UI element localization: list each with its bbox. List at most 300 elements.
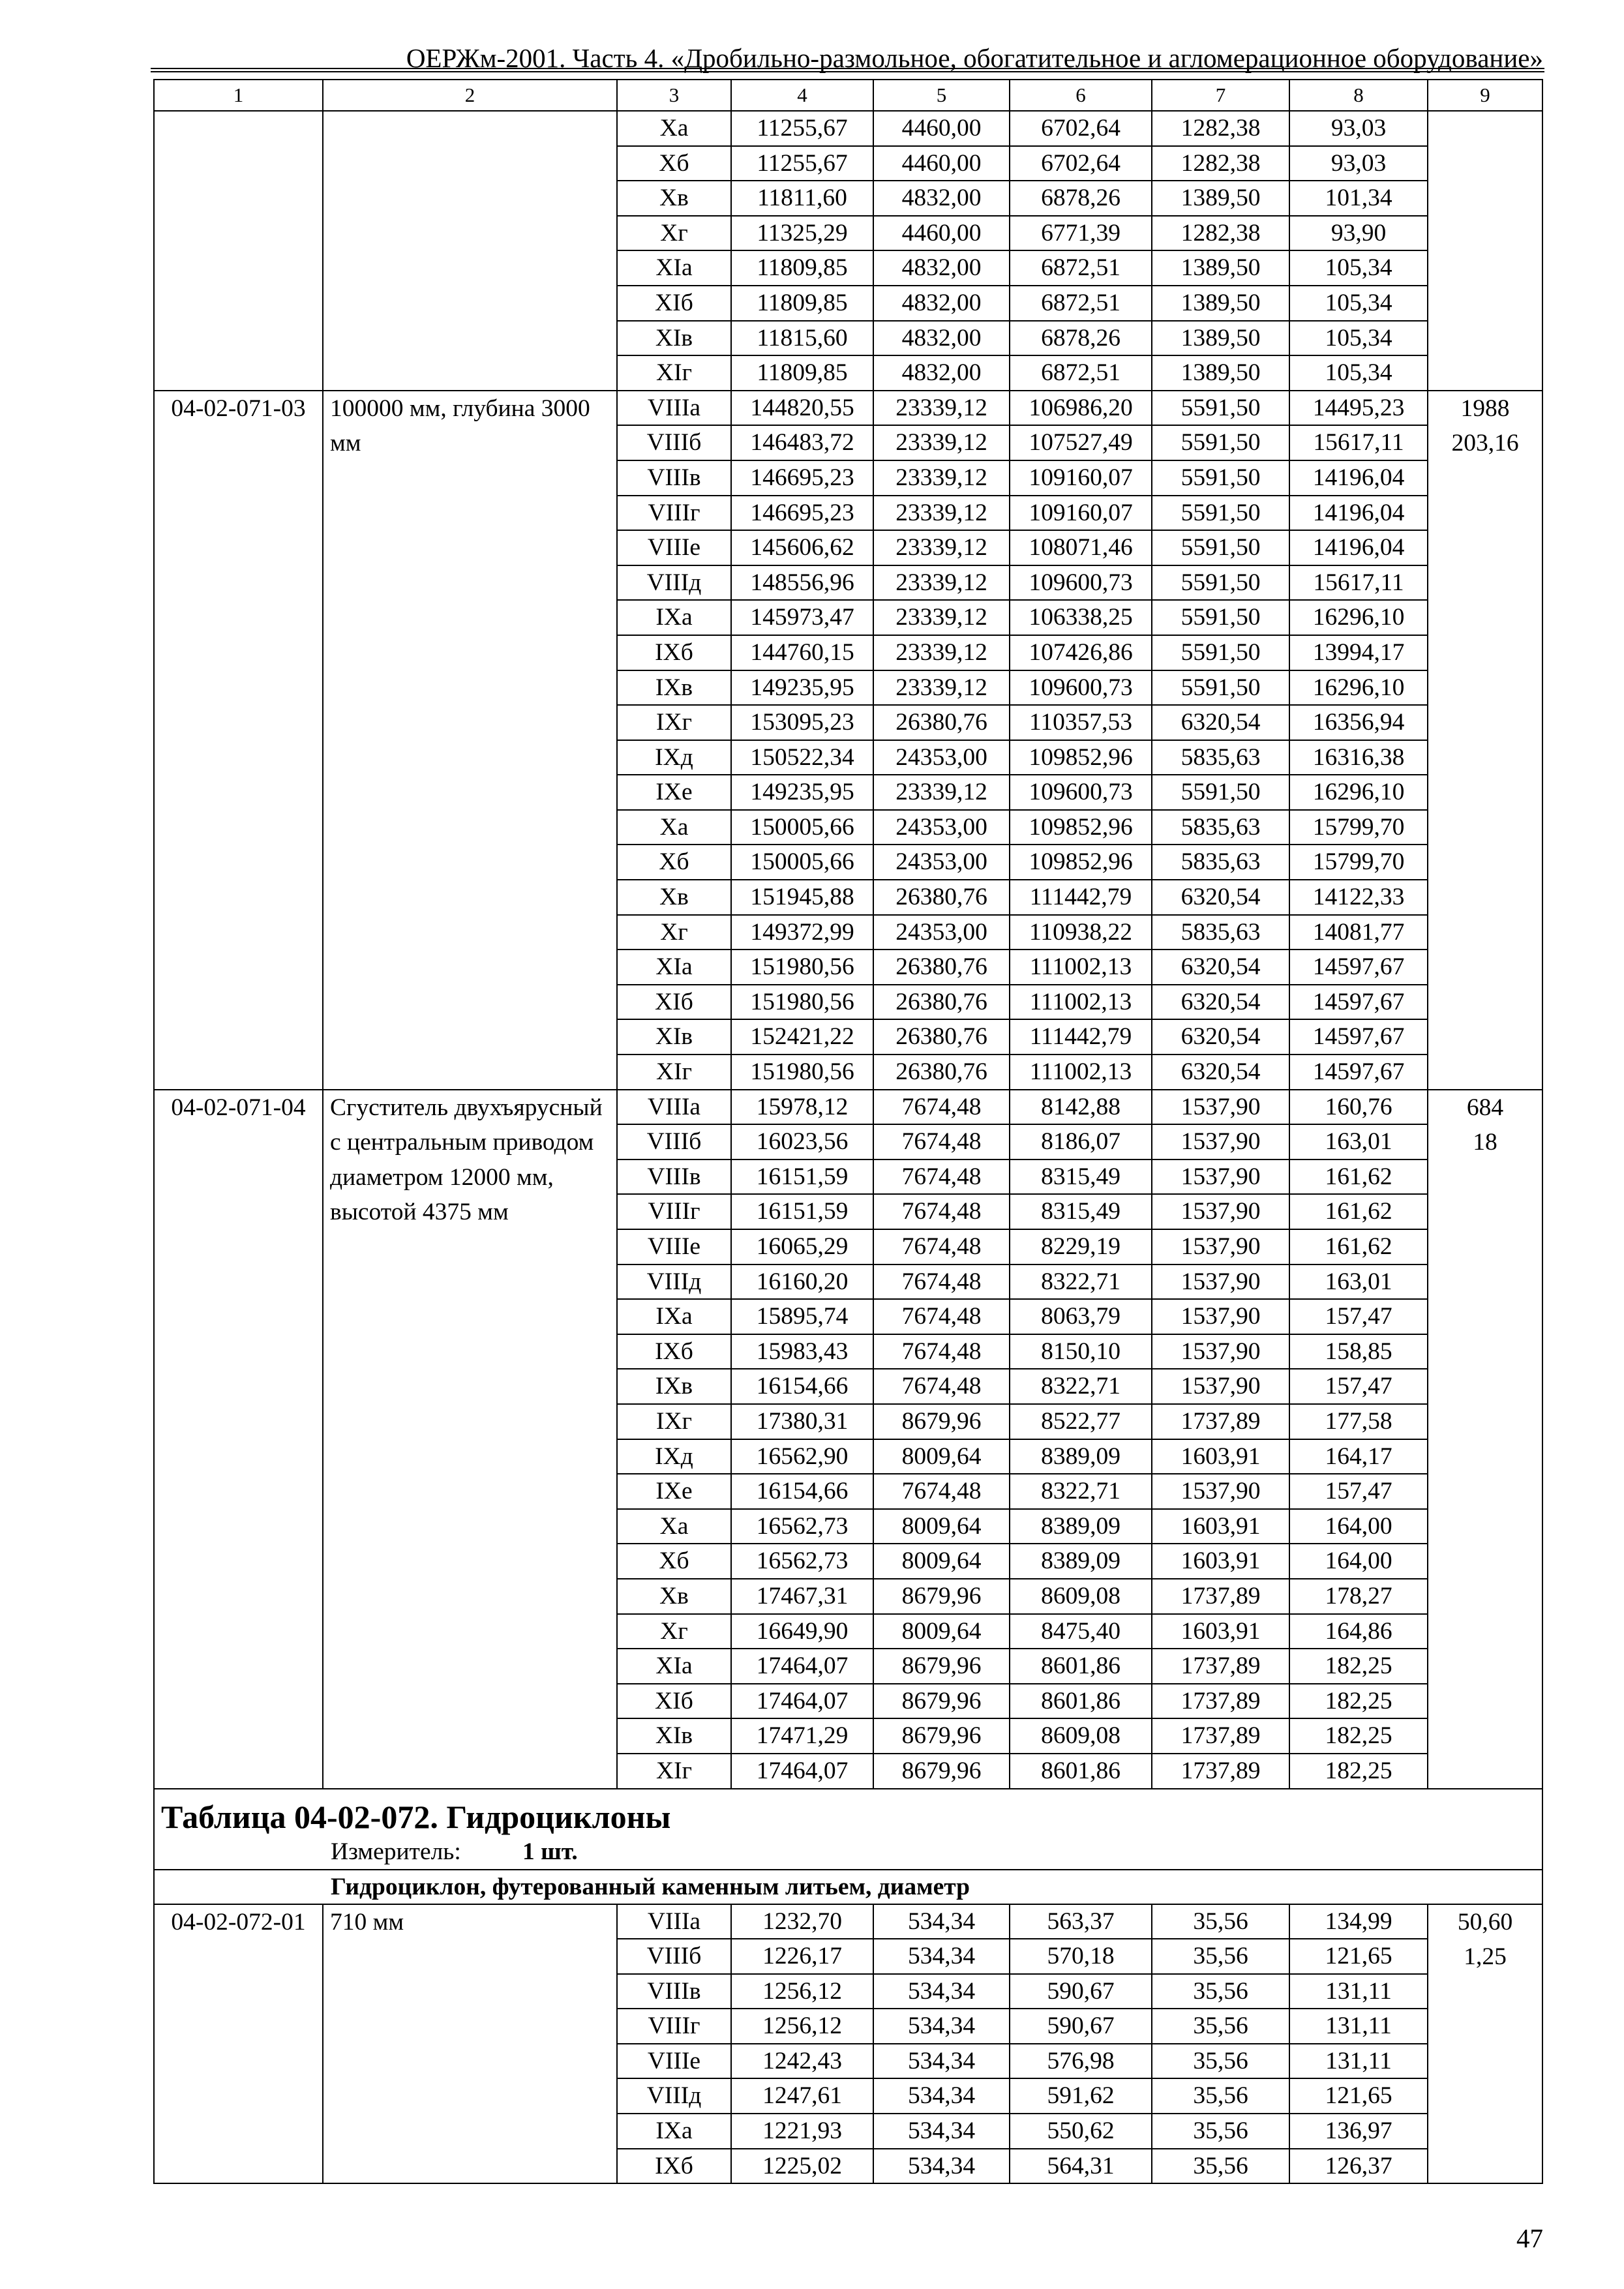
class-cell: Xа	[618, 811, 732, 846]
value-cell: 563,37	[1010, 1905, 1152, 1940]
class-cell: XIв	[618, 1020, 732, 1055]
column-number-cell: 3	[618, 80, 732, 112]
value-cell: 23339,12	[874, 601, 1010, 636]
value-cell: 6320,54	[1152, 706, 1290, 741]
value-cell: 14081,77	[1290, 916, 1428, 951]
value-cell: 157,47	[1290, 1369, 1428, 1405]
index-cell	[1428, 1090, 1543, 1789]
value-cell: 8315,49	[1010, 1160, 1152, 1195]
value-cell: 15983,43	[732, 1335, 874, 1370]
class-cell: IXг	[618, 1405, 732, 1440]
value-cell: 145606,62	[732, 531, 874, 566]
index-cell	[1428, 112, 1543, 391]
value-cell: 14597,67	[1290, 985, 1428, 1021]
value-cell: 5591,50	[1152, 775, 1290, 811]
value-cell: 109600,73	[1010, 566, 1152, 601]
column-number-cell: 8	[1290, 80, 1428, 112]
value-cell: 6320,54	[1152, 880, 1290, 916]
group-heading: Гидроциклон, футерованный каменным литьем, диаметр	[155, 1870, 1543, 1905]
value-cell: 534,34	[874, 1905, 1010, 1940]
value-cell: 105,34	[1290, 356, 1428, 391]
value-cell: 111002,13	[1010, 950, 1152, 985]
value-cell: 26380,76	[874, 706, 1010, 741]
value-cell: 8322,71	[1010, 1265, 1152, 1300]
value-cell: 13994,17	[1290, 636, 1428, 671]
value-cell: 8142,88	[1010, 1090, 1152, 1126]
value-cell: 5591,50	[1152, 636, 1290, 671]
value-cell: 5591,50	[1152, 531, 1290, 566]
value-cell: 8009,64	[874, 1510, 1010, 1545]
value-cell: 7674,48	[874, 1369, 1010, 1405]
value-cell: 8679,96	[874, 1684, 1010, 1720]
value-cell: 149235,95	[732, 775, 874, 811]
value-cell: 5835,63	[1152, 811, 1290, 846]
header-double-rule	[151, 68, 1544, 72]
index-cell	[1428, 1905, 1543, 2185]
value-cell: 182,25	[1290, 1649, 1428, 1684]
value-cell: 158,85	[1290, 1335, 1428, 1370]
column-number-cell: 6	[1010, 80, 1152, 112]
class-cell: XIа	[618, 950, 732, 985]
value-cell: 1389,50	[1152, 181, 1290, 217]
value-cell: 6702,64	[1010, 112, 1152, 147]
class-cell: IXб	[618, 636, 732, 671]
value-cell: 1389,50	[1152, 286, 1290, 322]
value-cell: 151980,56	[732, 985, 874, 1021]
value-cell: 1737,89	[1152, 1579, 1290, 1615]
value-cell: 1247,61	[732, 2079, 874, 2114]
code-cell: 04-02-071-04	[155, 1090, 323, 1789]
value-cell: 126,37	[1290, 2149, 1428, 2185]
value-cell: 24353,00	[874, 845, 1010, 880]
value-cell: 8679,96	[874, 1649, 1010, 1684]
value-cell: 1537,90	[1152, 1090, 1290, 1126]
value-cell: 107426,86	[1010, 636, 1152, 671]
code-cell: 04-02-072-01	[155, 1905, 323, 2185]
value-cell: 5835,63	[1152, 916, 1290, 951]
value-cell: 149235,95	[732, 671, 874, 706]
value-cell: 16296,10	[1290, 775, 1428, 811]
value-cell: 23339,12	[874, 636, 1010, 671]
value-cell: 101,34	[1290, 181, 1428, 217]
class-cell: VIIIв	[618, 1975, 732, 2010]
column-number-cell: 2	[323, 80, 618, 112]
class-cell: Xв	[618, 181, 732, 217]
value-cell: 17464,07	[732, 1754, 874, 1789]
class-cell: IXв	[618, 1369, 732, 1405]
value-cell: 8522,77	[1010, 1405, 1152, 1440]
value-cell: 1537,90	[1152, 1335, 1290, 1370]
value-cell: 1389,50	[1152, 322, 1290, 357]
value-cell: 106338,25	[1010, 601, 1152, 636]
class-cell: VIIIб	[618, 426, 732, 461]
class-cell: VIIIд	[618, 1265, 732, 1300]
value-cell: 7674,48	[874, 1160, 1010, 1195]
value-cell: 590,67	[1010, 1975, 1152, 2010]
value-cell: 35,56	[1152, 1975, 1290, 2010]
value-cell: 111442,79	[1010, 1020, 1152, 1055]
value-cell: 8679,96	[874, 1405, 1010, 1440]
value-cell: 164,86	[1290, 1615, 1428, 1650]
value-cell: 150522,34	[732, 741, 874, 776]
class-cell: Xв	[618, 880, 732, 916]
value-cell: 8389,09	[1010, 1544, 1152, 1579]
value-cell: 7674,48	[874, 1474, 1010, 1510]
value-cell: 17380,31	[732, 1405, 874, 1440]
value-cell: 8150,10	[1010, 1335, 1152, 1370]
value-cell: 109160,07	[1010, 496, 1152, 531]
value-cell: 23339,12	[874, 461, 1010, 496]
value-cell: 1537,90	[1152, 1474, 1290, 1510]
value-cell: 1537,90	[1152, 1230, 1290, 1265]
table-title: Таблица 04-02-072. Гидроциклоны	[161, 1798, 671, 1835]
value-cell: 5591,50	[1152, 601, 1290, 636]
value-cell: 149372,99	[732, 916, 874, 951]
class-cell: VIIIд	[618, 2079, 732, 2114]
class-cell: VIIIв	[618, 461, 732, 496]
value-cell: 17471,29	[732, 1719, 874, 1754]
value-cell: 161,62	[1290, 1160, 1428, 1195]
value-cell: 164,17	[1290, 1440, 1428, 1475]
value-cell: 35,56	[1152, 2114, 1290, 2149]
value-cell: 534,34	[874, 2079, 1010, 2114]
value-cell: 534,34	[874, 1939, 1010, 1975]
index-cell	[1428, 391, 1543, 1090]
value-cell: 35,56	[1152, 2009, 1290, 2044]
value-cell: 534,34	[874, 2114, 1010, 2149]
value-cell: 35,56	[1152, 1905, 1290, 1940]
column-number-cell: 7	[1152, 80, 1290, 112]
class-cell: IXе	[618, 775, 732, 811]
value-cell: 6872,51	[1010, 286, 1152, 322]
index-value: 18	[1473, 1129, 1497, 1156]
class-cell: Xг	[618, 217, 732, 252]
value-cell: 4832,00	[874, 251, 1010, 286]
value-cell: 1225,02	[732, 2149, 874, 2185]
value-cell: 1232,70	[732, 1905, 874, 1940]
value-cell: 1389,50	[1152, 251, 1290, 286]
value-cell: 16296,10	[1290, 601, 1428, 636]
value-cell: 93,90	[1290, 217, 1428, 252]
class-cell: IXб	[618, 1335, 732, 1370]
class-cell: Xа	[618, 1510, 732, 1545]
class-cell: IXд	[618, 1440, 732, 1475]
value-cell: 4460,00	[874, 217, 1010, 252]
value-cell: 1603,91	[1152, 1544, 1290, 1579]
name-cell	[323, 112, 618, 391]
value-cell: 109852,96	[1010, 741, 1152, 776]
value-cell: 23339,12	[874, 391, 1010, 426]
value-cell: 1537,90	[1152, 1125, 1290, 1160]
value-cell: 14196,04	[1290, 461, 1428, 496]
column-number-cell: 4	[732, 80, 874, 112]
class-cell: XIб	[618, 985, 732, 1021]
value-cell: 550,62	[1010, 2114, 1152, 2149]
value-cell: 8601,86	[1010, 1754, 1152, 1789]
value-cell: 148556,96	[732, 566, 874, 601]
code-cell	[155, 112, 323, 391]
class-cell: IXа	[618, 1300, 732, 1335]
value-cell: 7674,48	[874, 1335, 1010, 1370]
value-cell: 23339,12	[874, 496, 1010, 531]
value-cell: 16023,56	[732, 1125, 874, 1160]
value-cell: 15617,11	[1290, 426, 1428, 461]
value-cell: 16316,38	[1290, 741, 1428, 776]
value-cell: 570,18	[1010, 1939, 1152, 1975]
value-cell: 5835,63	[1152, 741, 1290, 776]
value-cell: 24353,00	[874, 811, 1010, 846]
value-cell: 4460,00	[874, 147, 1010, 182]
value-cell: 6872,51	[1010, 356, 1152, 391]
class-cell: IXв	[618, 671, 732, 706]
value-cell: 8679,96	[874, 1579, 1010, 1615]
value-cell: 8601,86	[1010, 1684, 1152, 1720]
value-cell: 182,25	[1290, 1719, 1428, 1754]
value-cell: 534,34	[874, 2044, 1010, 2080]
value-cell: 163,01	[1290, 1125, 1428, 1160]
value-cell: 1256,12	[732, 2009, 874, 2044]
value-cell: 4832,00	[874, 356, 1010, 391]
class-cell: Xг	[618, 916, 732, 951]
value-cell: 16065,29	[732, 1230, 874, 1265]
value-cell: 5591,50	[1152, 461, 1290, 496]
rates-table	[153, 79, 1543, 2184]
class-cell: Xв	[618, 1579, 732, 1615]
value-cell: 16356,94	[1290, 706, 1428, 741]
column-number-cell: 1	[155, 80, 323, 112]
value-cell: 23339,12	[874, 531, 1010, 566]
class-cell: Xа	[618, 112, 732, 147]
value-cell: 109160,07	[1010, 461, 1152, 496]
value-cell: 178,27	[1290, 1579, 1428, 1615]
value-cell: 177,58	[1290, 1405, 1428, 1440]
class-cell: VIIIг	[618, 496, 732, 531]
value-cell: 8322,71	[1010, 1474, 1152, 1510]
value-cell: 1221,93	[732, 2114, 874, 2149]
value-cell: 7674,48	[874, 1300, 1010, 1335]
value-cell: 111002,13	[1010, 985, 1152, 1021]
class-cell: XIг	[618, 1754, 732, 1789]
value-cell: 11809,85	[732, 286, 874, 322]
value-cell: 23339,12	[874, 426, 1010, 461]
value-cell: 131,11	[1290, 2044, 1428, 2080]
value-cell: 107527,49	[1010, 426, 1152, 461]
value-cell: 5591,50	[1152, 391, 1290, 426]
value-cell: 1226,17	[732, 1939, 874, 1975]
value-cell: 6878,26	[1010, 181, 1152, 217]
value-cell: 16562,73	[732, 1510, 874, 1545]
value-cell: 1282,38	[1152, 147, 1290, 182]
class-cell: Xб	[618, 1544, 732, 1579]
value-cell: 1603,91	[1152, 1440, 1290, 1475]
value-cell: 534,34	[874, 2149, 1010, 2185]
value-cell: 15895,74	[732, 1300, 874, 1335]
value-cell: 1737,89	[1152, 1754, 1290, 1789]
value-cell: 8229,19	[1010, 1230, 1152, 1265]
value-cell: 8322,71	[1010, 1369, 1152, 1405]
value-cell: 23339,12	[874, 566, 1010, 601]
value-cell: 131,11	[1290, 2009, 1428, 2044]
value-cell: 11255,67	[732, 112, 874, 147]
value-cell: 7674,48	[874, 1195, 1010, 1230]
index-value: 1988	[1460, 395, 1510, 422]
value-cell: 8389,09	[1010, 1440, 1152, 1475]
class-cell: IXа	[618, 2114, 732, 2149]
value-cell: 6320,54	[1152, 1055, 1290, 1090]
class-cell: IXб	[618, 2149, 732, 2185]
value-cell: 15799,70	[1290, 845, 1428, 880]
value-cell: 150005,66	[732, 845, 874, 880]
value-cell: 1737,89	[1152, 1719, 1290, 1754]
value-cell: 24353,00	[874, 741, 1010, 776]
value-cell: 1537,90	[1152, 1195, 1290, 1230]
value-cell: 11811,60	[732, 181, 874, 217]
value-cell: 93,03	[1290, 112, 1428, 147]
class-cell: VIIIв	[618, 1160, 732, 1195]
class-cell: VIIIб	[618, 1939, 732, 1975]
value-cell: 8389,09	[1010, 1510, 1152, 1545]
page-number: 47	[1516, 2223, 1543, 2253]
value-cell: 7674,48	[874, 1265, 1010, 1300]
value-cell: 8009,64	[874, 1440, 1010, 1475]
value-cell: 105,34	[1290, 286, 1428, 322]
value-cell: 35,56	[1152, 1939, 1290, 1975]
value-cell: 182,25	[1290, 1684, 1428, 1720]
value-cell: 6771,39	[1010, 217, 1152, 252]
value-cell: 8679,96	[874, 1719, 1010, 1754]
value-cell: 17464,07	[732, 1684, 874, 1720]
value-cell: 160,76	[1290, 1090, 1428, 1126]
value-cell: 534,34	[874, 2009, 1010, 2044]
value-cell: 7674,48	[874, 1125, 1010, 1160]
value-cell: 111002,13	[1010, 1055, 1152, 1090]
value-cell: 534,34	[874, 1975, 1010, 2010]
value-cell: 157,47	[1290, 1474, 1428, 1510]
class-cell: VIIIа	[618, 1090, 732, 1126]
class-cell: IXа	[618, 601, 732, 636]
value-cell: 4460,00	[874, 112, 1010, 147]
value-cell: 1282,38	[1152, 217, 1290, 252]
value-cell: 11809,85	[732, 251, 874, 286]
index-value: 203,16	[1451, 430, 1519, 457]
value-cell: 590,67	[1010, 2009, 1152, 2044]
value-cell: 1242,43	[732, 2044, 874, 2080]
measure-value: 1 шт.	[522, 1838, 578, 1865]
index-value: 684	[1466, 1094, 1504, 1121]
value-cell: 6702,64	[1010, 147, 1152, 182]
value-cell: 1537,90	[1152, 1160, 1290, 1195]
class-cell: VIIIа	[618, 391, 732, 426]
value-cell: 26380,76	[874, 880, 1010, 916]
value-cell: 164,00	[1290, 1510, 1428, 1545]
value-cell: 23339,12	[874, 775, 1010, 811]
value-cell: 23339,12	[874, 671, 1010, 706]
value-cell: 4832,00	[874, 181, 1010, 217]
value-cell: 151945,88	[732, 880, 874, 916]
value-cell: 157,47	[1290, 1300, 1428, 1335]
class-cell: IXг	[618, 706, 732, 741]
value-cell: 146695,23	[732, 496, 874, 531]
value-cell: 14597,67	[1290, 1020, 1428, 1055]
value-cell: 11325,29	[732, 217, 874, 252]
value-cell: 121,65	[1290, 1939, 1428, 1975]
value-cell: 8609,08	[1010, 1719, 1152, 1754]
value-cell: 6872,51	[1010, 251, 1152, 286]
value-cell: 11255,67	[732, 147, 874, 182]
value-cell: 8601,86	[1010, 1649, 1152, 1684]
class-cell: XIг	[618, 356, 732, 391]
measure-label: Измеритель:	[331, 1838, 461, 1865]
class-cell: XIв	[618, 322, 732, 357]
index-value: 50,60	[1457, 1908, 1513, 1936]
class-cell: VIIIг	[618, 1195, 732, 1230]
value-cell: 8475,40	[1010, 1615, 1152, 1650]
running-header: ОЕРЖм-2001. Часть 4. «Дробильно-размольное, обогатительное и агломерационное оборудование»	[406, 43, 1543, 73]
value-cell: 144760,15	[732, 636, 874, 671]
class-cell: VIIIе	[618, 2044, 732, 2080]
value-cell: 164,00	[1290, 1544, 1428, 1579]
value-cell: 7674,48	[874, 1230, 1010, 1265]
value-cell: 8009,64	[874, 1544, 1010, 1579]
value-cell: 106986,20	[1010, 391, 1152, 426]
value-cell: 35,56	[1152, 2149, 1290, 2185]
value-cell: 564,31	[1010, 2149, 1152, 2185]
value-cell: 6878,26	[1010, 322, 1152, 357]
class-cell: XIг	[618, 1055, 732, 1090]
value-cell: 576,98	[1010, 2044, 1152, 2080]
value-cell: 16562,73	[732, 1544, 874, 1579]
value-cell: 1389,50	[1152, 356, 1290, 391]
value-cell: 15799,70	[1290, 811, 1428, 846]
class-cell: XIв	[618, 1719, 732, 1754]
value-cell: 161,62	[1290, 1195, 1428, 1230]
value-cell: 35,56	[1152, 2044, 1290, 2080]
value-cell: 16154,66	[732, 1474, 874, 1510]
value-cell: 591,62	[1010, 2079, 1152, 2114]
value-cell: 110357,53	[1010, 706, 1152, 741]
value-cell: 16151,59	[732, 1160, 874, 1195]
value-cell: 1537,90	[1152, 1369, 1290, 1405]
value-cell: 182,25	[1290, 1754, 1428, 1789]
value-cell: 35,56	[1152, 2079, 1290, 2114]
value-cell: 6320,54	[1152, 950, 1290, 985]
value-cell: 16649,90	[732, 1615, 874, 1650]
value-cell: 5591,50	[1152, 671, 1290, 706]
column-number-cell: 9	[1428, 80, 1543, 112]
value-cell: 1603,91	[1152, 1615, 1290, 1650]
value-cell: 145973,47	[732, 601, 874, 636]
class-cell: VIIIе	[618, 531, 732, 566]
class-cell: VIIIа	[618, 1905, 732, 1940]
value-cell: 8186,07	[1010, 1125, 1152, 1160]
name-cell: Сгуститель двухъярусный с центральным приводом диаметром 12000 мм, высотой 4375 мм	[323, 1090, 618, 1789]
value-cell: 14597,67	[1290, 950, 1428, 985]
value-cell: 4832,00	[874, 322, 1010, 357]
value-cell: 109600,73	[1010, 671, 1152, 706]
value-cell: 1737,89	[1152, 1684, 1290, 1720]
value-cell: 11809,85	[732, 356, 874, 391]
value-cell: 6320,54	[1152, 985, 1290, 1021]
code-cell: 04-02-071-03	[155, 391, 323, 1090]
name-cell: 100000 мм, глубина 3000 мм	[323, 391, 618, 1090]
value-cell: 134,99	[1290, 1905, 1428, 1940]
value-cell: 24353,00	[874, 916, 1010, 951]
value-cell: 14495,23	[1290, 391, 1428, 426]
value-cell: 163,01	[1290, 1265, 1428, 1300]
value-cell: 136,97	[1290, 2114, 1428, 2149]
value-cell: 110938,22	[1010, 916, 1152, 951]
class-cell: Xг	[618, 1615, 732, 1650]
